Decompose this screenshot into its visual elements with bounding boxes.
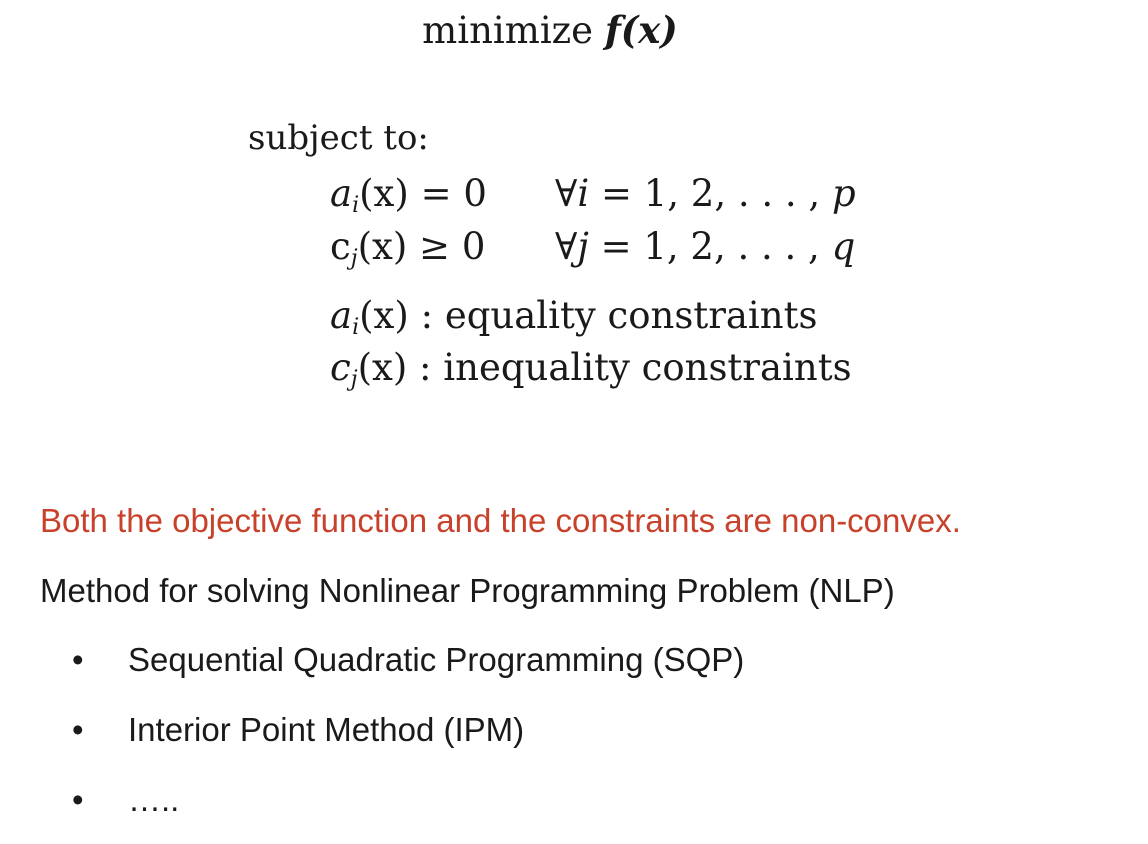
objective-expression: f(x)	[604, 8, 678, 52]
subject-to-label: subject to:	[248, 118, 429, 158]
constraint-index: j	[350, 246, 358, 271]
list-item	[72, 641, 744, 679]
definition-index: i	[352, 315, 360, 340]
constraint-relation: (x) = 0	[359, 172, 487, 215]
definition-symbol: c	[330, 346, 351, 389]
constraint-symbol: c	[330, 225, 351, 268]
constraint-index: i	[352, 193, 360, 218]
inequality-definition	[330, 346, 852, 392]
bullet-icon: •	[72, 781, 84, 818]
list-item-text: Interior Point Method (IPM)	[128, 711, 525, 748]
list-item	[72, 781, 179, 819]
constraint-symbol: a	[330, 172, 353, 215]
bullet-icon: •	[72, 711, 84, 748]
bullet-icon: •	[72, 641, 84, 678]
list-item-text: Sequential Quadratic Programming (SQP)	[128, 641, 745, 678]
inequality-constraint	[330, 225, 856, 271]
equality-constraint	[330, 172, 856, 218]
list-item-text: …..	[128, 781, 180, 818]
definition-symbol: a	[330, 294, 353, 337]
definition-text: (x) : inequality constraints	[357, 346, 852, 389]
constraint-relation: (x) ≥ 0	[357, 225, 486, 268]
non-convex-note: Both the objective function and the constraints are non-convex.	[40, 502, 961, 539]
list-item	[72, 711, 524, 749]
objective-line	[0, 8, 1100, 52]
definition-text: (x) : equality constraints	[359, 294, 818, 337]
constraint-quantifier: ∀i = 1, 2, . . . , p	[555, 172, 856, 215]
definition-index: j	[350, 367, 358, 392]
method-heading: Method for solving Nonlinear Programming Problem (NLP)	[40, 572, 895, 609]
constraint-quantifier: ∀j = 1, 2, . . . , q	[555, 225, 856, 268]
equality-definition	[330, 294, 818, 340]
objective-word: minimize	[422, 9, 594, 52]
